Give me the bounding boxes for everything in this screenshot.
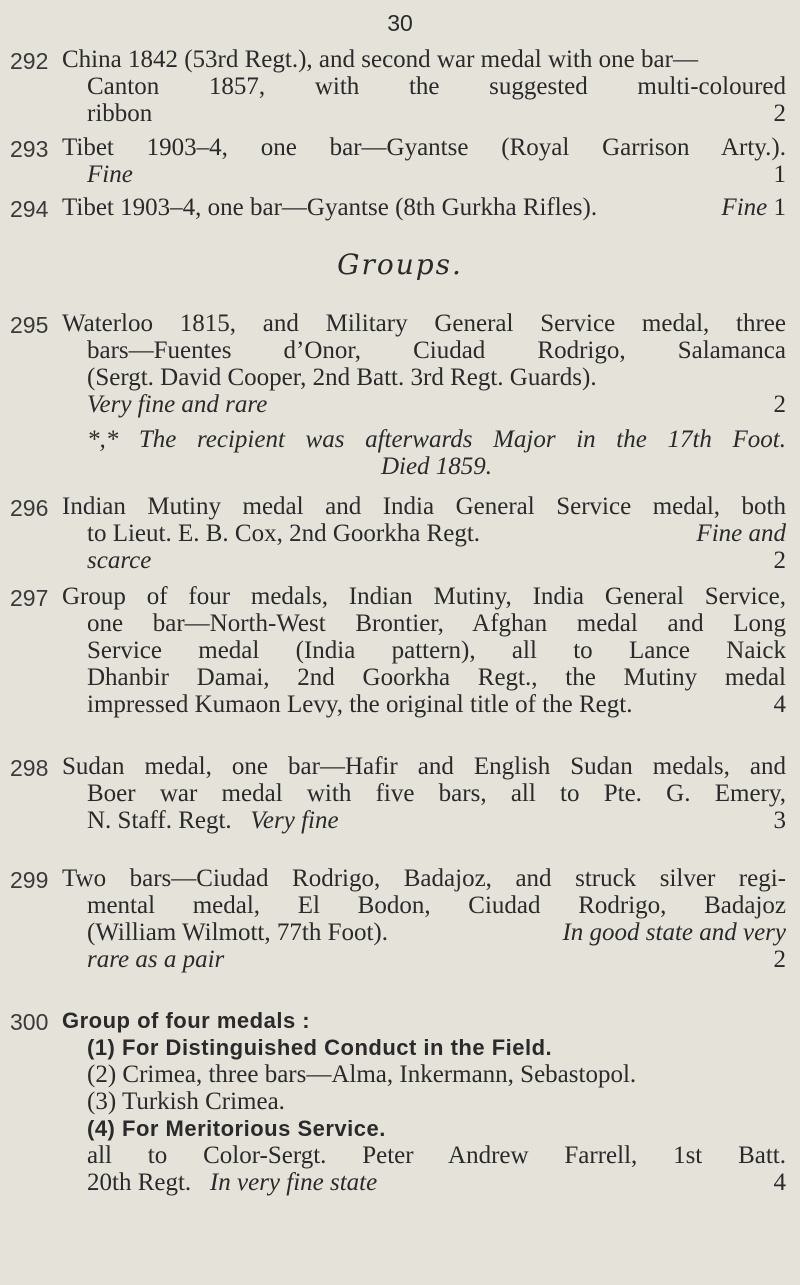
lot-number: 296 [10, 495, 49, 521]
lot-line-text: to Lieut. E. B. Cox, 2nd Goorkha Regt. [87, 520, 481, 547]
lot-line: Boer war medal with five bars, all to Pte. G. Emery, [87, 780, 786, 807]
page-number: 30 [387, 10, 413, 36]
lot-description [62, 583, 786, 718]
lot-line: (Sergt. David Cooper, 2nd Batt. 3rd Regt. Guards). [87, 364, 597, 391]
lot-line: Service medal (India pattern), all to Lance Naick [87, 637, 786, 664]
lot-line [62, 946, 786, 973]
lot-number: 299 [10, 867, 49, 893]
lot-line-text: impressed Kumaon Levy, the original title of the Regt. [87, 691, 633, 718]
lot-number: 294 [10, 196, 49, 222]
lot-price: 2 [773, 946, 786, 973]
lot-condition: Very fine and rare [87, 391, 268, 418]
lot-line [62, 807, 786, 834]
lot-line: mental medal, El Bodon, Ciudad Rodrigo, Badajoz [87, 892, 786, 919]
lot-line [62, 194, 786, 221]
lot-line-text: N. Staff. Regt. [87, 807, 232, 834]
lot-number: 293 [10, 136, 49, 162]
lot-price: 4 [773, 1169, 786, 1196]
lot-line-text: (William Wilmott, 77th Foot). [87, 919, 388, 946]
lot-description [62, 310, 786, 480]
lot-line [62, 1169, 786, 1196]
lot-condition: Fine [721, 194, 768, 221]
lot-condition: Very fine [250, 807, 339, 834]
lot-price: 2 [773, 391, 786, 418]
lot-description [62, 194, 786, 221]
lot-number: 295 [10, 312, 49, 338]
lot-description [62, 134, 786, 188]
lot-line: all to Color-Sergt. Peter Andrew Farrell, 1st Batt. [87, 1142, 786, 1169]
lot-condition: In good state and very [562, 919, 786, 946]
lot-line: bars—Fuentes d’Onor, Ciudad Rodrigo, Salamanca [87, 337, 786, 364]
lot-line-text: Tibet 1903–4, one bar—Gyantse (8th Gurkha Rifles). [62, 194, 598, 221]
lot-price: 2 [773, 100, 786, 127]
footnote-line: Died 1859. [380, 453, 493, 480]
lot-line: Two bars—Ciudad Rodrigo, Badajoz, and struck silver regi- [62, 865, 786, 892]
lot-line [62, 520, 786, 547]
lot-line-text: 20th Regt. [87, 1169, 192, 1196]
lot-line: Group of four medals, Indian Mutiny, India General Service, [62, 583, 786, 610]
lot-line-text: ribbon [87, 100, 153, 127]
lot-line: (3) Turkish Crimea. [87, 1088, 285, 1115]
lot-line [62, 547, 786, 574]
lot-line: Canton 1857, with the suggested multi-coloured [87, 73, 786, 100]
lot-condition: In very fine state [209, 1169, 378, 1196]
lot-line: Dhanbir Damai, 2nd Goorkha Regt., the Mutiny medal [87, 664, 786, 691]
lot-number: 298 [10, 755, 49, 781]
lot-condition: scarce [87, 547, 152, 574]
lot-price: 1 [773, 161, 786, 188]
lot-condition: rare as a pair [87, 946, 225, 973]
lot-price: 4 [773, 691, 786, 718]
lot-number: 297 [10, 585, 49, 611]
lot-price: 2 [773, 547, 786, 574]
lot-line [62, 391, 786, 418]
lot-number: 292 [10, 48, 49, 74]
lot-line: Group of four medals : [62, 1008, 311, 1033]
section-heading: Groups. [337, 248, 463, 281]
lot-description [62, 493, 786, 574]
lot-line: China 1842 (53rd Regt.), and second war medal with one bar— [62, 46, 698, 73]
footnote-line: *,* The recipient was afterwards Major in the 17th Foot. [87, 426, 786, 453]
lot-description [62, 46, 786, 127]
lot-description [62, 1007, 786, 1196]
lot-price: 1 [773, 194, 786, 221]
lot-description [62, 865, 786, 973]
lot-condition: Fine and [696, 520, 786, 547]
lot-line [62, 919, 786, 946]
lot-price: 3 [773, 807, 786, 834]
lot-number: 300 [10, 1009, 49, 1035]
lot-footnote [62, 426, 786, 480]
lot-line: Sudan medal, one bar—Hafir and English Sudan medals, and [62, 753, 786, 780]
lot-line: Indian Mutiny medal and India General Service medal, both [62, 493, 786, 520]
lot-description [62, 753, 786, 834]
lot-line [62, 161, 786, 188]
lot-line: Waterloo 1815, and Military General Service medal, three [62, 310, 786, 337]
lot-line: Tibet 1903–4, one bar—Gyantse (Royal Garrison Arty.). [62, 134, 786, 161]
lot-condition: Fine [87, 161, 133, 188]
lot-line: (2) Crimea, three bars—Alma, Inkermann, Sebastopol. [87, 1061, 637, 1088]
lot-line: one bar—North-West Brontier, Afghan medal and Long [87, 610, 786, 637]
lot-line [62, 691, 786, 718]
lot-line [62, 100, 786, 127]
lot-line: (1) For Distinguished Conduct in the Field. [87, 1035, 553, 1060]
lot-line: (4) For Meritorious Service. [87, 1116, 386, 1141]
